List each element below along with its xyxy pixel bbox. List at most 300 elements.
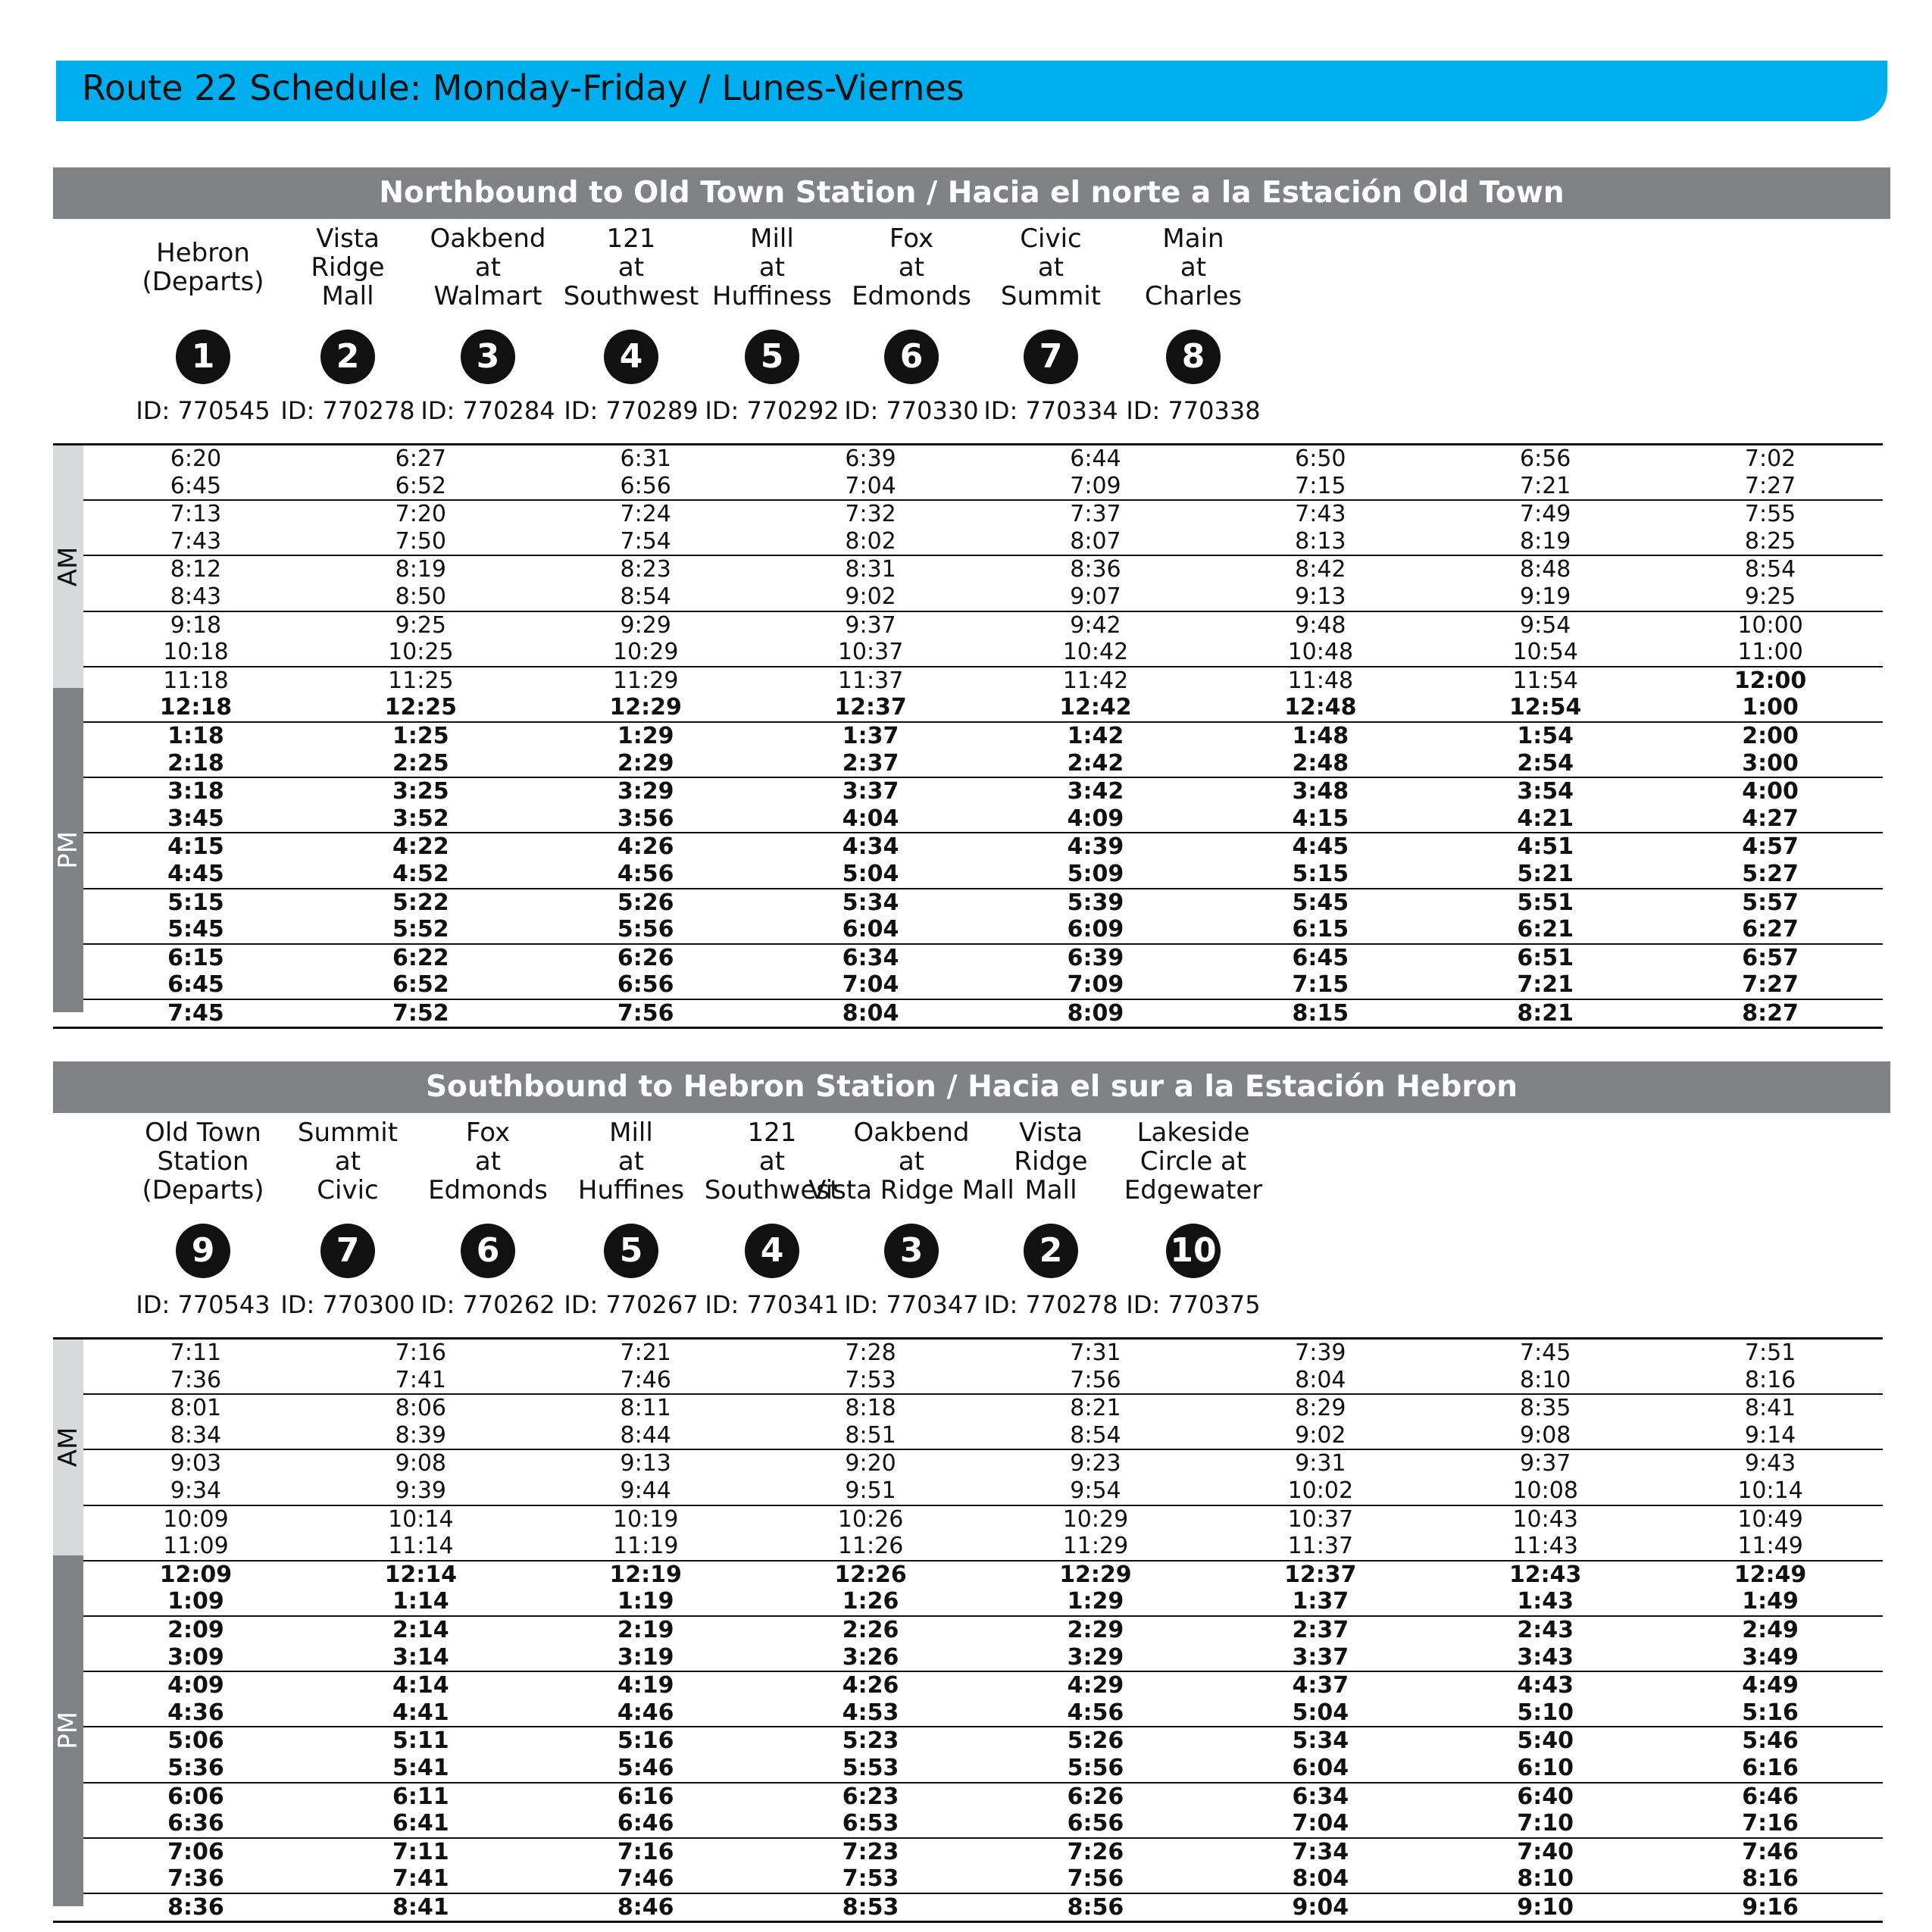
time-cell: 5:36 [167,1754,224,1781]
time-cell: 7:04 [842,971,899,999]
stop-number-badge: 4 [745,1224,799,1278]
stop-name: Summit at Civic [297,1118,399,1205]
time-cell: 7:28 [845,1340,896,1366]
time-cell: 2:48 [1292,749,1349,777]
time-cell: 7:21 [620,1340,671,1366]
time-cell: 4:04 [842,805,899,832]
time-cell: 7:56 [1070,1366,1121,1393]
time-cell: 3:48 [1292,778,1349,805]
time-cell: 2:37 [842,749,899,777]
time-cell: 5:46 [1742,1727,1799,1755]
time-cell: 9:08 [1520,1421,1571,1449]
table-row [83,1506,1883,1533]
time-cell: 8:44 [620,1421,671,1449]
time-cell: 3:29 [1067,1643,1124,1671]
time-cell: 3:56 [617,805,674,832]
time-cell: 2:18 [167,749,224,777]
stop-name: Main at Charles [1144,224,1243,311]
time-cell: 9:02 [845,583,896,610]
time-cell: 12:29 [609,694,682,721]
time-cell: 6:22 [392,944,449,971]
time-cell: 9:37 [1520,1450,1571,1477]
time-cell: 5:46 [617,1754,674,1781]
time-cell: 5:04 [842,860,899,887]
time-cell: 6:40 [1517,1783,1574,1810]
time-cell: 3:26 [842,1643,899,1671]
time-cell: 8:13 [1295,527,1346,555]
time-cell: 7:49 [1520,501,1571,528]
time-cell: 10:14 [1737,1477,1803,1504]
pm-period-band [53,1555,83,1906]
time-cell: 11:09 [163,1533,229,1560]
time-cell: 12:26 [834,1561,907,1588]
time-cell: 2:25 [392,749,449,777]
time-cell: 3:19 [617,1643,674,1671]
time-cell: 8:07 [1070,527,1121,555]
stop-number-badge: 2 [320,330,375,384]
time-cell: 4:09 [167,1672,224,1699]
time-cell: 7:16 [1742,1810,1799,1837]
time-cell: 5:10 [1517,1699,1574,1726]
time-cell: 7:10 [1517,1810,1574,1837]
southbound-timetable [53,1337,1883,1923]
table-row [83,1367,1883,1396]
time-cell: 3:49 [1742,1643,1799,1671]
time-cell: 5:22 [392,889,449,916]
table-row [83,1784,1883,1811]
time-cell: 6:04 [1292,1754,1349,1781]
time-cell: 5:53 [842,1754,899,1781]
table-row [83,1727,1883,1755]
time-cell: 3:00 [1742,749,1799,777]
time-cell: 9:42 [1070,611,1121,639]
time-cell: 3:42 [1067,778,1124,805]
time-cell: 3:43 [1517,1643,1574,1671]
time-cell: 6:23 [842,1783,899,1810]
time-cell: 7:31 [1070,1340,1121,1366]
time-cell: 8:16 [1742,1865,1799,1893]
stop-name: Fox at Edmonds [428,1118,548,1205]
time-cell: 9:34 [170,1477,222,1504]
stop-number-badge: 3 [884,1224,939,1278]
time-cell: 6:45 [167,971,224,999]
time-cell: 12:18 [159,694,233,721]
time-cell: 9:43 [1744,1450,1796,1477]
time-cell: 4:41 [392,1699,449,1726]
time-cell: 2:42 [1067,749,1124,777]
time-cell: 3:54 [1517,778,1574,805]
time-cell: 3:52 [392,805,449,832]
time-cell: 8:50 [395,583,446,610]
time-cell: 8:51 [845,1421,896,1449]
stop-number-badge: 10 [1166,1224,1221,1278]
time-cell: 10:14 [388,1505,454,1533]
time-cell: 12:49 [1733,1561,1807,1588]
time-cell: 9:54 [1070,1477,1121,1504]
time-cell: 6:27 [1742,916,1799,943]
am-label: AM [53,1427,83,1468]
time-cell: 7:16 [617,1838,674,1865]
time-cell: 10:43 [1512,1505,1578,1533]
time-cell: 6:57 [1742,944,1799,971]
time-cell: 1:19 [617,1588,674,1615]
table-row [83,445,1883,473]
time-cell: 11:26 [837,1533,904,1560]
time-cell: 9:48 [1295,611,1346,639]
stop-number-badge: 6 [461,1224,515,1278]
time-cell: 8:01 [170,1395,222,1422]
time-cell: 10:37 [837,639,904,666]
time-cell: 4:53 [842,1699,899,1726]
time-cell: 5:45 [167,916,224,943]
table-row [83,833,1883,861]
stop-name: 121 at Southwest [563,224,699,311]
time-cell: 6:09 [1067,916,1124,943]
time-cell: 6:56 [617,971,674,999]
table-row [83,805,1883,834]
time-cell: 8:04 [842,999,899,1027]
time-cell: 6:36 [167,1810,224,1837]
table-row [83,750,1883,779]
time-cell: 6:45 [170,472,222,499]
time-cell: 7:32 [845,501,896,528]
time-cell: 12:43 [1508,1561,1582,1588]
page-title: Route 22 Schedule: Monday-Friday / Lunes-Viernes [82,67,964,108]
title-banner [56,61,1887,121]
time-cell: 6:56 [620,472,671,499]
time-cell: 8:29 [1295,1395,1346,1422]
time-cell: 6:06 [167,1783,224,1810]
time-cell: 6:41 [392,1810,449,1837]
time-cell: 5:16 [1742,1699,1799,1726]
stop-name: Oakbend at Vista Ridge Mall [808,1118,1014,1205]
time-cell: 4:56 [1067,1699,1124,1726]
time-cell: 8:04 [1295,1366,1346,1393]
table-row [83,1810,1883,1839]
time-cell: 5:15 [167,889,224,916]
time-cell: 12:19 [609,1561,682,1588]
stop-id: ID: 770300 [280,1290,415,1319]
time-cell: 8:16 [1744,1366,1796,1393]
time-cell: 5:16 [617,1727,674,1755]
time-cell: 9:44 [620,1477,671,1504]
table-row [83,528,1883,557]
time-cell: 10:18 [163,639,229,666]
time-cell: 7:51 [1744,1340,1796,1366]
time-cell: 4:15 [1292,805,1349,832]
northbound-heading: Northbound to Old Town Station / Hacia el norte a la Estación Old Town [53,167,1890,219]
time-cell: 6:15 [167,944,224,971]
stop-number-badge: 3 [461,330,515,384]
time-cell: 7:50 [395,527,446,555]
time-cell: 7:24 [620,501,671,528]
time-cell: 2:00 [1742,722,1799,749]
time-cell: 2:14 [392,1616,449,1643]
time-cell: 4:56 [617,860,674,887]
time-cell: 2:26 [842,1616,899,1643]
table-row [83,778,1883,805]
time-cell: 12:42 [1059,694,1132,721]
time-cell: 6:10 [1517,1754,1574,1781]
time-cell: 4:26 [617,833,674,861]
time-cell: 8:04 [1292,1865,1349,1893]
table-row [83,971,1883,1000]
time-cell: 6:16 [1742,1754,1799,1781]
time-cell: 11:19 [612,1533,679,1560]
time-cell: 8:19 [1520,527,1571,555]
stop-column-8 [1079,1113,1308,1319]
northbound-stops [53,219,1890,443]
time-cell: 11:29 [1062,1533,1129,1560]
time-cell: 5:34 [842,889,899,916]
time-cell: 8:10 [1517,1865,1574,1893]
time-cell: 5:52 [392,916,449,943]
time-cell: 5:09 [1067,860,1124,887]
stop-id: ID: 770262 [420,1290,555,1319]
time-cell: 6:45 [1292,944,1349,971]
time-cell: 10:08 [1512,1477,1578,1504]
time-cell: 12:29 [1059,1561,1132,1588]
time-cell: 5:23 [842,1727,899,1755]
stop-name: Lakeside Circle at Edgewater [1124,1118,1263,1205]
time-cell: 4:39 [1067,833,1124,861]
time-cell: 8:18 [845,1395,896,1422]
time-cell: 7:46 [620,1366,671,1393]
time-cell: 7:09 [1067,971,1124,999]
time-cell: 7:41 [395,1366,446,1393]
time-cell: 7:20 [395,501,446,528]
table-row [83,889,1883,917]
table-row [83,694,1883,723]
table-row [83,1395,1883,1422]
time-cell: 7:55 [1744,501,1796,528]
time-cell: 7:37 [1070,501,1121,528]
time-cell: 5:06 [167,1727,224,1755]
northbound-section [53,167,1890,1029]
time-cell: 6:34 [842,944,899,971]
time-cell: 9:31 [1295,1450,1346,1477]
time-cell: 5:39 [1067,889,1124,916]
table-row [83,916,1883,945]
stop-id: ID: 770284 [420,396,555,425]
table-row [83,556,1883,583]
stop-name: Oakbend at Walmart [430,224,546,311]
time-cell: 1:26 [842,1588,899,1615]
time-cell: 5:26 [617,889,674,916]
time-cell: 5:41 [392,1754,449,1781]
time-cell: 6:56 [1067,1810,1124,1837]
stop-name: Civic at Summit [1000,224,1102,311]
time-cell: 11:48 [1287,667,1354,694]
time-cell: 7:45 [167,999,224,1027]
stop-id: ID: 770341 [705,1290,839,1319]
time-cell: 9:29 [620,611,671,639]
time-cell: 7:45 [1520,1340,1571,1366]
table-row [83,1755,1883,1784]
stop-id: ID: 770545 [136,396,270,425]
time-cell: 7:15 [1292,971,1349,999]
time-cell: 5:56 [617,916,674,943]
table-row [83,1477,1883,1506]
stop-name: Mill at Huffiness [712,224,832,311]
time-cell: 6:34 [1292,1783,1349,1810]
time-cell: 10:29 [612,639,679,666]
time-cell: 4:21 [1517,805,1574,832]
time-cell: 2:54 [1517,749,1574,777]
time-cell: 6:39 [1067,944,1124,971]
time-cell: 5:11 [392,1727,449,1755]
time-cell: 7:53 [845,1366,896,1393]
time-cell: 8:06 [395,1395,446,1422]
time-cell: 7:56 [617,999,674,1027]
time-cell: 12:37 [834,694,907,721]
stop-id: ID: 770278 [983,1290,1118,1319]
time-cell: 6:20 [170,445,222,472]
time-cell: 8:11 [620,1395,671,1422]
time-cell: 8:41 [1744,1395,1796,1422]
time-cell: 1:48 [1292,722,1349,749]
time-cell: 2:37 [1292,1616,1349,1643]
time-cell: 4:45 [1292,833,1349,861]
time-cell: 7:27 [1744,472,1796,499]
time-cell: 9:25 [1744,583,1796,610]
time-cell: 8:21 [1070,1395,1121,1422]
time-cell: 4:52 [392,860,449,887]
time-cell: 9:14 [1744,1421,1796,1449]
stop-number-badge: 5 [604,1224,658,1278]
time-cell: 3:37 [1292,1643,1349,1671]
time-cell: 9:13 [1295,583,1346,610]
time-cell: 7:23 [842,1838,899,1865]
time-cell: 7:56 [1067,1865,1124,1893]
time-cell: 6:27 [395,445,446,472]
time-cell: 8:54 [1744,556,1796,583]
time-cell: 2:49 [1742,1616,1799,1643]
time-cell: 11:37 [1287,1533,1354,1560]
time-cell: 6:21 [1517,916,1574,943]
stop-id: ID: 770278 [280,396,415,425]
table-row [83,667,1883,695]
table-row [83,1340,1883,1367]
table-row [83,1672,1883,1699]
time-cell: 1:09 [167,1588,224,1615]
time-cell: 8:31 [845,556,896,583]
time-cell: 11:42 [1062,667,1129,694]
time-cell: 5:57 [1742,889,1799,916]
time-cell: 7:40 [1517,1838,1574,1865]
stop-id: ID: 770334 [983,396,1118,425]
table-row [83,1562,1883,1589]
time-cell: 1:00 [1742,694,1799,721]
table-row [83,723,1883,750]
time-cell: 5:45 [1292,889,1349,916]
time-cell: 3:29 [617,778,674,805]
time-cell: 8:35 [1520,1395,1571,1422]
time-cell: 7:46 [617,1865,674,1893]
time-cell: 10:54 [1512,639,1578,666]
time-cell: 8:02 [845,527,896,555]
time-cell: 7:06 [167,1838,224,1865]
am-period-band [53,445,83,688]
time-cell: 11:49 [1737,1533,1803,1560]
time-cell: 8:25 [1744,527,1796,555]
time-cell: 9:10 [1517,1893,1574,1921]
time-cell: 10:48 [1287,639,1354,666]
time-cell: 6:11 [392,1783,449,1810]
stop-number-badge: 1 [176,330,230,384]
time-cell: 9:08 [395,1450,446,1477]
time-cell: 12:09 [159,1561,233,1588]
time-cell: 8:41 [392,1893,449,1921]
time-cell: 11:25 [388,667,454,694]
table-row [83,1865,1883,1894]
time-cell: 9:19 [1520,583,1571,610]
time-cell: 6:26 [1067,1783,1124,1810]
stop-id: ID: 770289 [564,396,699,425]
stop-number-badge: 5 [745,330,799,384]
table-row [83,1000,1883,1027]
time-cell: 7:39 [1295,1340,1346,1366]
time-cell: 4:43 [1517,1672,1574,1699]
time-cell: 12:54 [1508,694,1582,721]
time-cell: 7:43 [1295,501,1346,528]
time-cell: 6:15 [1292,916,1349,943]
time-cell: 2:29 [1067,1616,1124,1643]
time-cell: 9:51 [845,1477,896,1504]
table-row [83,1422,1883,1451]
time-cell: 8:46 [617,1893,674,1921]
time-cell: 6:56 [1520,445,1571,472]
time-cell: 1:37 [1292,1588,1349,1615]
stop-id: ID: 770347 [844,1290,979,1319]
time-cell: 7:26 [1067,1838,1124,1865]
time-cell: 9:04 [1292,1893,1349,1921]
time-cell: 10:37 [1287,1505,1354,1533]
stop-id: ID: 770267 [564,1290,699,1319]
time-cell: 12:00 [1733,667,1807,694]
time-cell: 7:27 [1742,971,1799,999]
time-cell: 6:31 [620,445,671,472]
time-cell: 8:56 [1067,1893,1124,1921]
time-cell: 11:43 [1512,1533,1578,1560]
table-row [83,473,1883,502]
time-cell: 4:34 [842,833,899,861]
stop-id: ID: 770543 [136,1290,270,1319]
time-cell: 3:14 [392,1643,449,1671]
time-cell: 12:37 [1284,1561,1357,1588]
table-row [83,639,1883,667]
time-cell: 9:25 [395,611,446,639]
southbound-rows [83,1340,1883,1921]
time-cell: 6:39 [845,445,896,472]
time-cell: 7:09 [1070,472,1121,499]
time-cell: 12:48 [1284,694,1357,721]
time-cell: 5:04 [1292,1699,1349,1726]
time-cell: 7:36 [167,1865,224,1893]
stop-number-badge: 8 [1166,330,1221,384]
stop-name: Hebron (Departs) [142,238,264,297]
time-cell: 7:02 [1744,445,1796,472]
time-cell: 5:56 [1067,1754,1124,1781]
stop-number-badge: 7 [1024,330,1078,384]
time-cell: 6:52 [392,971,449,999]
time-cell: 12:14 [384,1561,458,1588]
time-cell: 3:37 [842,778,899,805]
table-row [83,1839,1883,1866]
time-cell: 8:36 [1070,556,1121,583]
time-cell: 8:48 [1520,556,1571,583]
time-cell: 7:46 [1742,1838,1799,1865]
